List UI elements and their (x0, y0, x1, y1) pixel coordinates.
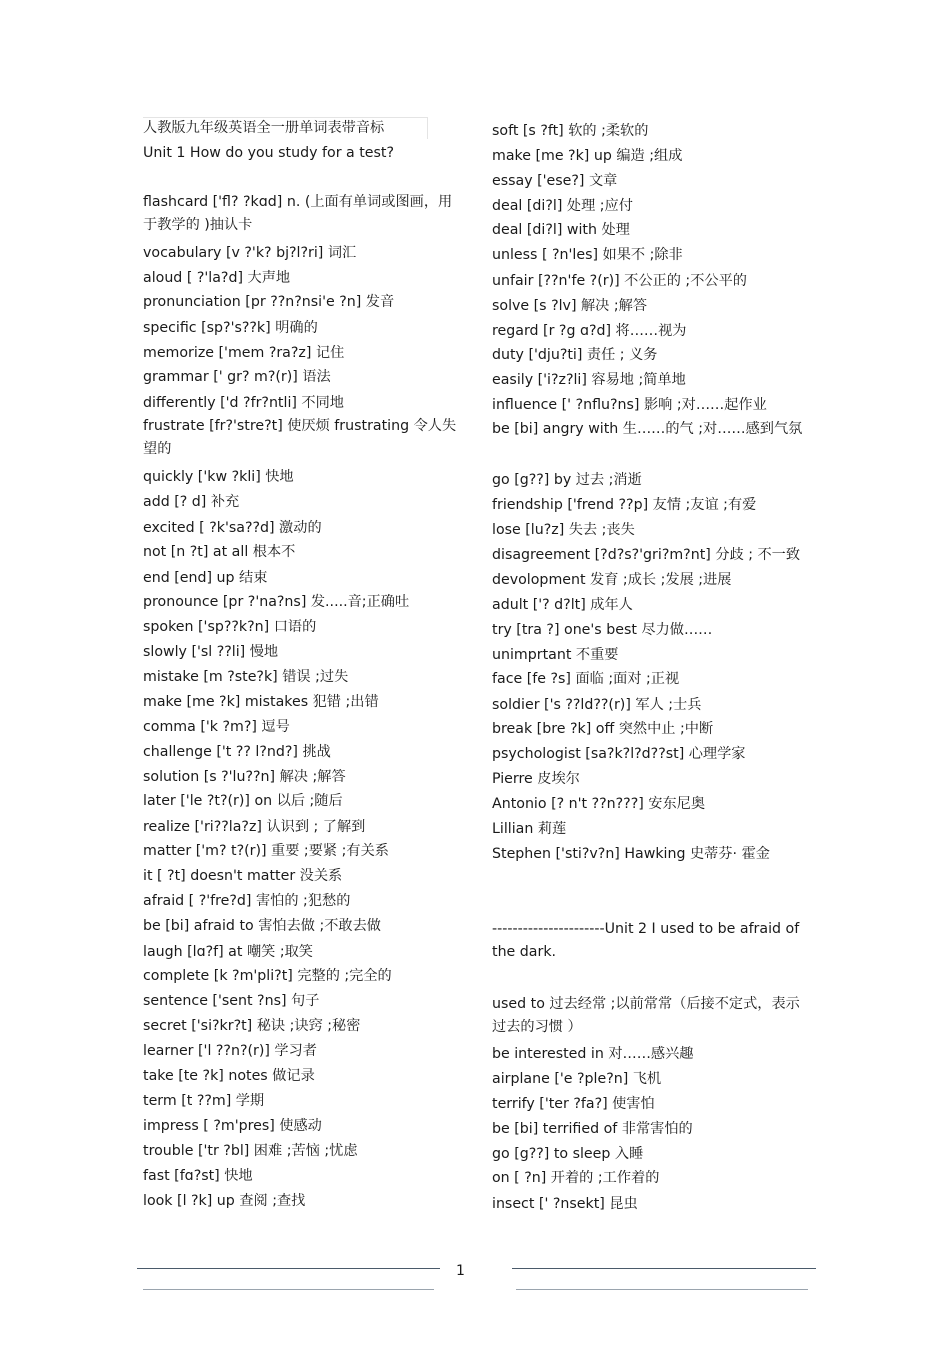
vocab-entry: fast [fɑ?st] 快地 (143, 1168, 253, 1184)
vocab-entry: Antonio [? n't ??n???] 安东尼奥 (492, 796, 706, 812)
vocab-entry: look [l ?k] up 查阅 ;查找 (143, 1193, 306, 1209)
footer-rule (137, 1268, 440, 1269)
vocab-entry: secret ['si?kr?t] 秘诀 ;诀窍 ;秘密 (143, 1018, 361, 1034)
vocab-entry: devolopment 发育 ;成长 ;发展 ;进展 (492, 572, 732, 588)
vocab-entry: flashcard ['fl? ?kɑd] n. (上面有单词或图画，用于教学的 )抽认卡 (143, 194, 453, 233)
vocab-entry: go [g??] by 过去 ;消逝 (492, 472, 642, 488)
vocab-entry: terrify ['ter ?fa?] 使害怕 (492, 1096, 655, 1112)
footer-rule (512, 1268, 816, 1269)
vocab-entry: comma ['k ?m?] 逗号 (143, 719, 290, 735)
vocab-entry: challenge ['t ?? l?nd?] 挑战 (143, 744, 331, 760)
vocab-entry: be [bi] terrified of 非常害怕的 (492, 1121, 693, 1137)
vocab-entry: adult ['? d?lt] 成年人 (492, 597, 633, 613)
vocab-entry: face [fe ?s] 面临 ;面对 ;正视 (492, 671, 680, 687)
vocab-entry: unimprtant 不重要 (492, 647, 619, 663)
vocab-entry: end [end] up 结束 (143, 570, 268, 586)
vocab-entry: mistake [m ?ste?k] 错误 ;过失 (143, 669, 349, 685)
vocab-entry: insect [' ?nsekt] 昆虫 (492, 1196, 638, 1212)
vocab-entry: solve [s ?lv] 解决 ;解答 (492, 298, 648, 314)
vocab-entry: lose [lu?z] 失去 ;丧失 (492, 522, 635, 538)
vocab-entry: deal [di?l] with 处理 (492, 222, 630, 238)
vocab-entry: go [g??] to sleep 入睡 (492, 1146, 644, 1162)
vocab-entry: soft [s ?ft] 软的 ;柔软的 (492, 123, 649, 139)
vocab-entry: laugh [lɑ?f] at 嘲笑 ;取笑 (143, 944, 313, 960)
vocab-entry: take [te ?k] notes 做记录 (143, 1068, 315, 1084)
vocab-entry: term [t ??m] 学期 (143, 1093, 265, 1109)
vocab-entry: impress [ ?m'pres] 使感动 (143, 1118, 322, 1134)
vocab-entry: Pierre 皮埃尔 (492, 771, 580, 787)
vocab-entry: break [bre ?k] off 突然中止 ;中断 (492, 721, 714, 737)
vocab-entry: pronunciation [pr ??n?nsi'e ?n] 发音 (143, 294, 395, 310)
page-number: 1 (456, 1263, 465, 1279)
vocab-entry: friendship ['frend ??p] 友情 ;友谊 ;有爱 (492, 497, 757, 513)
vocab-entry: learner ['l ??n?(r)] 学习者 (143, 1043, 317, 1059)
vocab-entry: used to 过去经常 ;以前常常（后接不定式，表示过去的习惯 ） (492, 996, 800, 1035)
vocab-entry: afraid [ ?'fre?d] 害怕的 ;犯愁的 (143, 893, 351, 909)
vocab-entry: easily ['i?z?li] 容易地 ;简单地 (492, 372, 686, 388)
vocab-entry: deal [di?l] 处理 ;应付 (492, 198, 633, 214)
vocab-entry: be [bi] afraid to 害怕去做 ;不敢去做 (143, 918, 381, 934)
vocab-entry: solution [s ?'lu??n] 解决 ;解答 (143, 769, 346, 785)
vocab-entry: be interested in 对……感兴趣 (492, 1046, 694, 1062)
vocab-entry: Lillian 莉莲 (492, 821, 567, 837)
vocab-entry: duty ['dju?ti] 责任 ; 义务 (492, 347, 658, 363)
vocab-entry: grammar [' gr? m?(r)] 语法 (143, 369, 331, 385)
vocab-entry: on [ ?n] 开着的 ;工作着的 (492, 1170, 660, 1186)
unit1-heading: Unit 1 How do you study for a test? (143, 145, 395, 161)
vocab-entry: specific [sp?'s??k] 明确的 (143, 320, 318, 336)
vocab-entry: spoken ['sp??k?n] 口语的 (143, 619, 317, 635)
vocab-entry: make [me ?k] up 编造 ;组成 (492, 148, 683, 164)
vocab-entry: matter ['m? t?(r)] 重要 ;要紧 ;有关系 (143, 843, 389, 859)
vocab-entry: soldier ['s ??ld??(r)] 军人 ;士兵 (492, 697, 702, 713)
vocab-entry: add [? d] 补充 (143, 494, 240, 510)
vocab-entry: differently ['d ?fr?ntli] 不同地 (143, 395, 344, 411)
vocab-entry: trouble ['tr ?bl] 困难 ;苦恼 ;忧虑 (143, 1143, 358, 1159)
vocab-entry: frustrate [fr?'stre?t] 使厌烦 frustrating 令人失望的 (143, 418, 457, 457)
vocab-entry: quickly ['kw ?kli] 快地 (143, 469, 294, 485)
document-title: 人教版九年级英语全一册单词表带音标 (143, 120, 385, 136)
vocab-entry: unless [ ?n'les] 如果不 ;除非 (492, 247, 683, 263)
vocab-entry: pronounce [pr ?'na?ns] 发.....音;正确吐 (143, 594, 410, 610)
footer-rule (516, 1289, 808, 1290)
vocab-entry: aloud [ ?'la?d] 大声地 (143, 270, 291, 286)
vocab-entry: vocabulary [v ?'k? bj?l?ri] 词汇 (143, 245, 357, 261)
vocab-entry: regard [r ?g ɑ?d] 将……视为 (492, 323, 687, 339)
vocab-entry: disagreement [?d?s?'gri?m?nt] 分歧 ; 不一致 (492, 547, 801, 563)
vocab-entry: influence [' ?nflu?ns] 影响 ;对……起作业 (492, 397, 767, 413)
vocab-entry: Stephen ['sti?v?n] Hawking 史蒂芬· 霍金 (492, 846, 770, 862)
vocab-entry: excited [ ?k'sa??d] 激动的 (143, 520, 322, 536)
vocab-entry: try [tra ?] one's best 尽力做…… (492, 622, 713, 638)
vocab-entry: slowly ['sl ??li] 慢地 (143, 644, 279, 660)
vocab-entry: memorize ['mem ?ra?z] 记住 (143, 345, 345, 361)
vocab-entry: not [n ?t] at all 根本不 (143, 544, 296, 560)
vocab-entry: make [me ?k] mistakes 犯错 ;出错 (143, 694, 379, 710)
footer-rule (143, 1289, 434, 1290)
vocab-entry: essay ['ese?] 文章 (492, 173, 618, 189)
vocab-entry: later ['le ?t?(r)] on 以后 ;随后 (143, 793, 343, 809)
vocab-entry: it [ ?t] doesn't matter 没关系 (143, 868, 343, 884)
vocab-entry: unfair [??n'fe ?(r)] 不公正的 ;不公平的 (492, 273, 747, 289)
vocab-entry: be [bi] angry with 生……的气 ;对……感到气氛 (492, 421, 803, 437)
vocab-entry: psychologist [sa?k?l?d??st] 心理学家 (492, 746, 746, 762)
vocab-entry: realize ['ri??la?z] 认识到 ; 了解到 (143, 819, 366, 835)
vocab-entry: airplane ['e ?ple?n] 飞机 (492, 1071, 662, 1087)
unit2-heading: ----------------------Unit 2 I used to be afraid of the dark. (492, 921, 800, 960)
vocab-entry: sentence ['sent ?ns] 句子 (143, 993, 320, 1009)
vocab-entry: complete [k ?m'pli?t] 完整的 ;完全的 (143, 968, 392, 984)
